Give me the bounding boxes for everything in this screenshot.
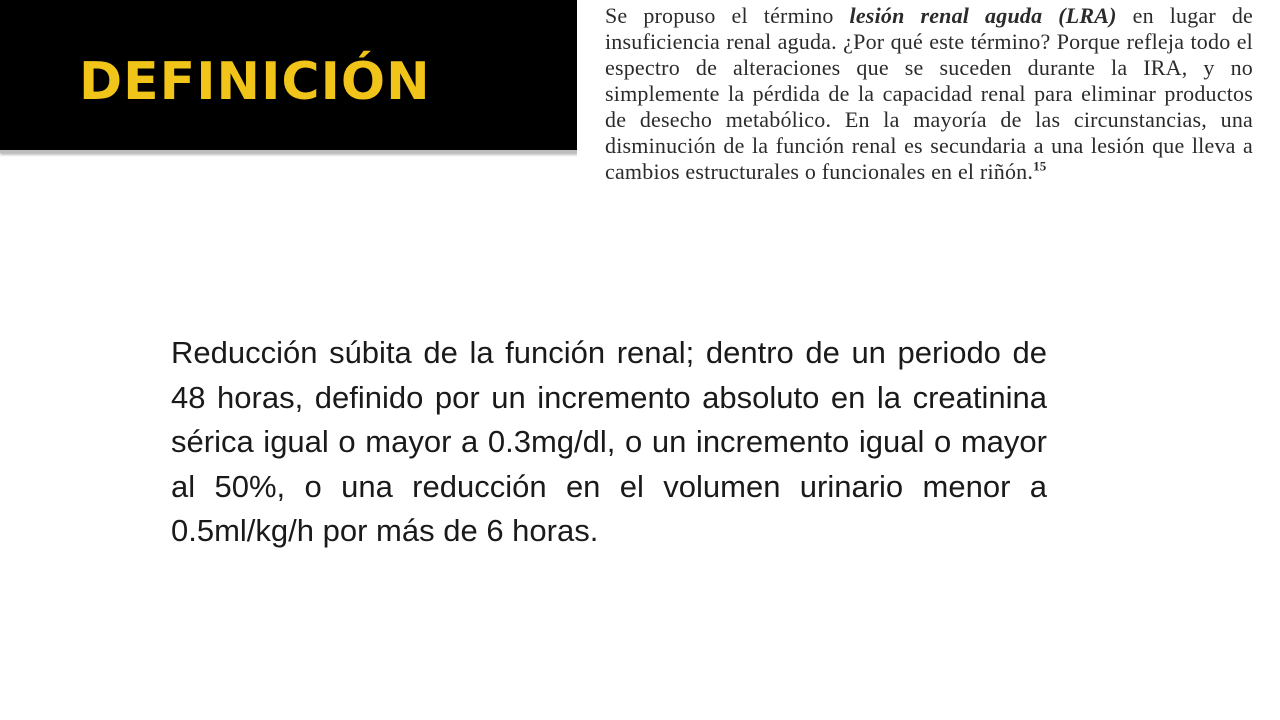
definition-paragraph: Reducción súbita de la función renal; dentro de un periodo de 48 horas, definido por un incremento absoluto en la creatinina sérica igual o mayor a 0.3mg/dl, o un incremento igual o mayor al 50%, o una reducción en el volumen urinario menor a 0.5ml/kg/h por más de 6 horas. — [171, 335, 1047, 548]
excerpt-footnote: 15 — [1033, 158, 1047, 174]
book-excerpt-text — [605, 3, 1253, 185]
book-excerpt-image — [577, 0, 1280, 310]
slide-title: DEFINICIÓN — [79, 52, 431, 112]
excerpt-lead: Se propuso el término — [605, 3, 850, 28]
title-bar — [0, 0, 593, 153]
excerpt-body: en lugar de insuficiencia renal aguda. ¿Por qué este término? Porque refleja todo el espectro de alteraciones que se suceden durante la IRA, y no simplemente la pérdida de la capacidad renal para eliminar productos de desecho metabólico. En la mayoría de las circunstancias, una disminución de la función renal es secundaria a una lesión que lleva a cambios estructurales o funcionales en el riñón. — [605, 3, 1254, 184]
excerpt-term: lesión renal aguda (LRA) — [849, 3, 1117, 28]
